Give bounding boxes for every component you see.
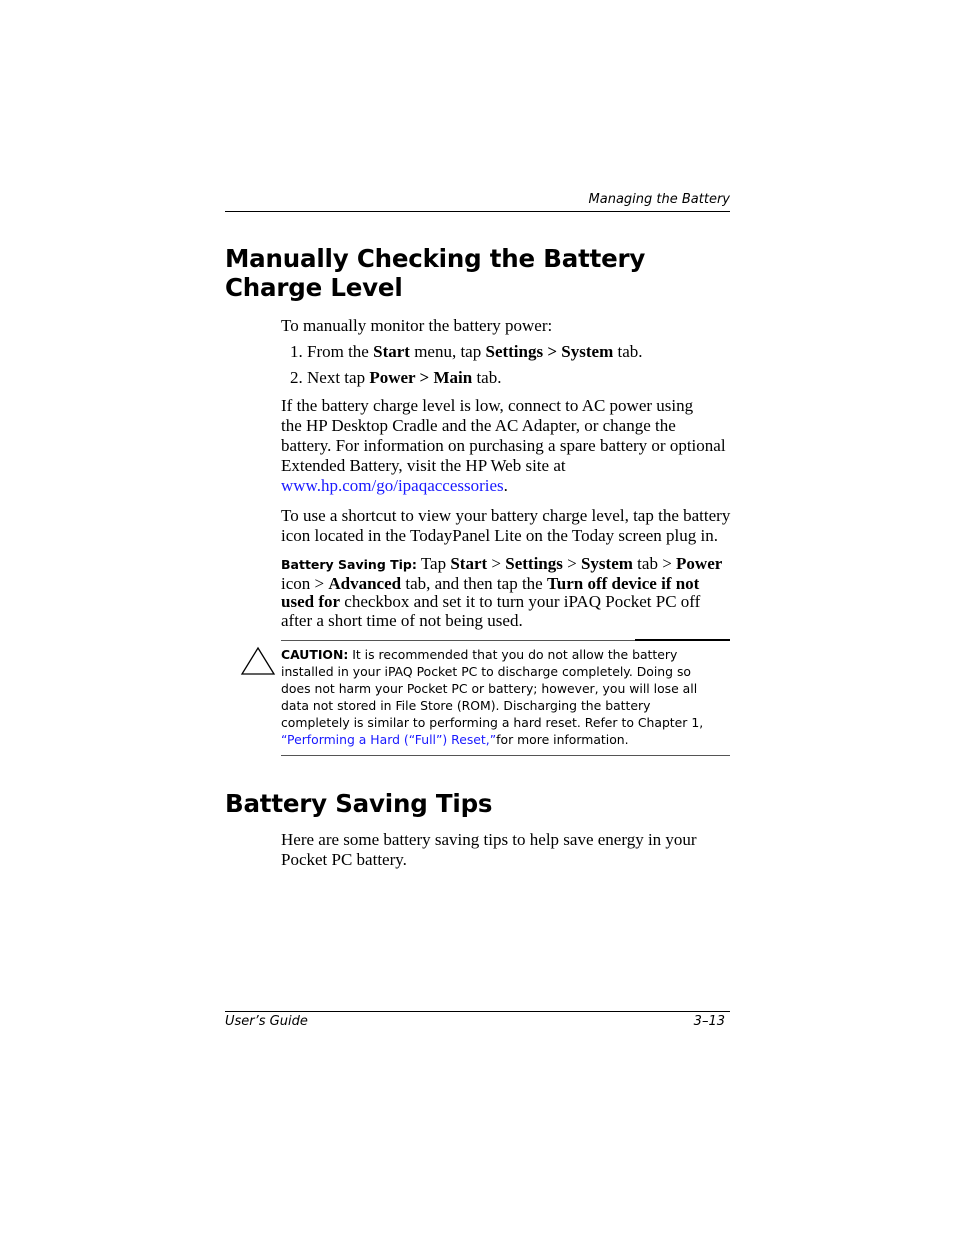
caution-label: CAUTION:: [281, 647, 349, 662]
section-title-manual-check: [225, 244, 730, 302]
caution-rule-accent: [635, 639, 730, 641]
header-rule: [225, 211, 730, 212]
section-title-battery-tips: Battery Saving Tips: [225, 789, 493, 818]
step-2: 2. Next tap Power > Main tab.: [290, 368, 502, 387]
step-number: 1.: [290, 342, 303, 361]
step-number: 2.: [290, 368, 303, 387]
step-1: 1. From the Start menu, tap Settings > System tab.: [290, 342, 643, 361]
caution-rule-bottom: [281, 755, 730, 756]
page-footer: [225, 1013, 725, 1031]
caution-note: CAUTION: It is recommended that you do not allow the battery installed in your iPAQ Pocket PC to discharge completely. Doing so does not harm your Pocket PC or battery; however, you will lose all data not stored in File Store (ROM). Discharging the battery completely is similar to performing a hard reset. Refer to Chapter 1, “Performing a Hard (“Full”) Reset,”for more information.: [281, 647, 704, 747]
hard-reset-link[interactable]: “Performing a Hard (“Full”) Reset,”: [281, 732, 497, 747]
footer-guide-title: User’s Guide: [225, 1014, 308, 1029]
intro-paragraph: To manually monitor the battery power:: [281, 316, 553, 335]
running-header: Managing the Battery: [588, 192, 730, 207]
charge-level-paragraph: If the battery charge level is low, connect to AC power using the HP Desktop Cradle and the AC Adapter, or change the battery. For information on purchasing a spare battery or optional Extended Battery, visit the HP Web site at www.hp.com/go/ipaqaccessories.: [281, 396, 726, 495]
section-title-line: Charge Level: [225, 273, 403, 302]
footer-rule: [225, 1011, 730, 1012]
page-number: 3–13: [693, 1014, 725, 1029]
warning-triangle-icon: [240, 646, 276, 676]
shortcut-paragraph: To use a shortcut to view your battery charge level, tap the battery icon located in the TodayPanel Lite on the Today screen plug in.: [281, 506, 731, 545]
hp-accessories-link[interactable]: www.hp.com/go/ipaqaccessories: [281, 476, 504, 495]
tip-label: Battery Saving Tip:: [281, 557, 417, 572]
battery-saving-tip: Battery Saving Tip: Tap Start > Settings > System tab > Power icon > Advanced tab, and then tap the Turn off device if not used for checkbox and set it to turn your iPAQ Pocket PC off after a short time of not being used.: [281, 554, 723, 630]
battery-tips-intro: Here are some battery saving tips to help save energy in your Pocket PC battery.: [281, 830, 697, 869]
section-title-line: Manually Checking the Battery: [225, 244, 646, 273]
